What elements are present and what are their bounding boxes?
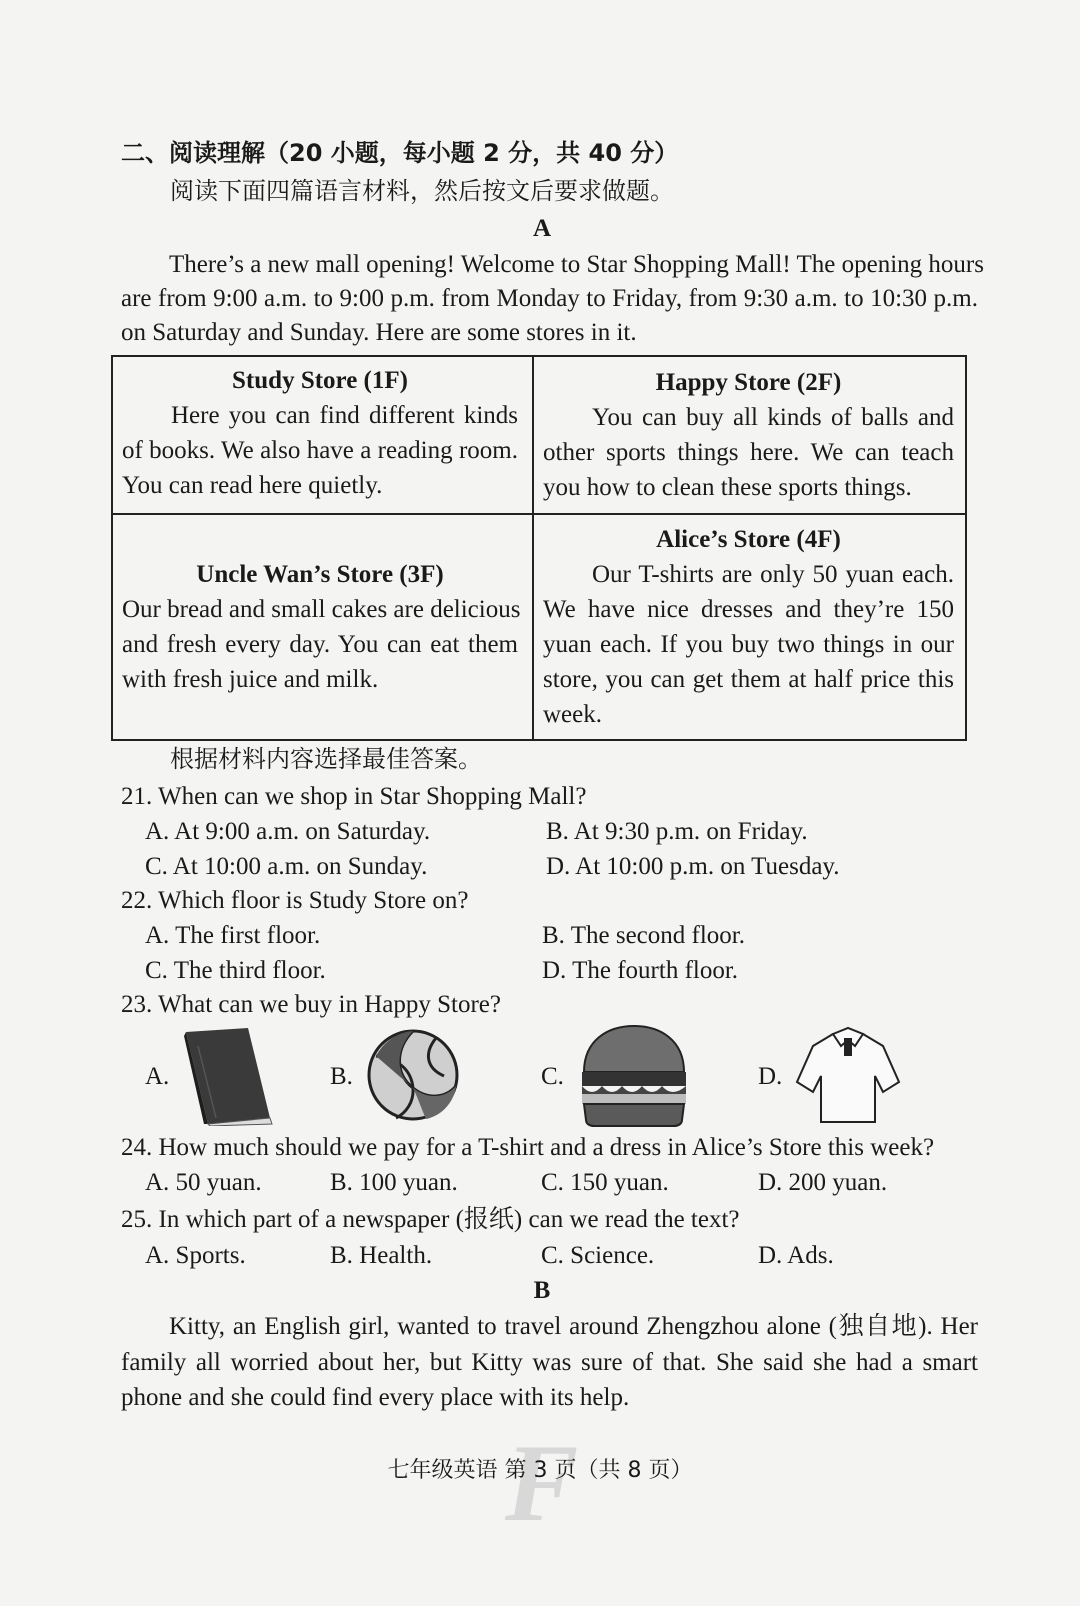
q24-option-b[interactable]: B. 100 yuan.	[330, 1169, 458, 1196]
q23-option-c[interactable]: C.	[541, 1063, 564, 1090]
q23-option-b[interactable]: B.	[330, 1063, 353, 1090]
q22-option-c[interactable]: C. The third floor.	[145, 957, 326, 984]
q24-option-a[interactable]: A. 50 yuan.	[145, 1169, 262, 1196]
book-cover	[186, 1028, 270, 1124]
store-line: yuan each. If you buy two things in our	[543, 631, 954, 658]
q25-option-a[interactable]: A. Sports.	[145, 1242, 246, 1269]
q23-option-a[interactable]: A.	[145, 1063, 170, 1090]
store-cell-happy	[543, 365, 954, 505]
store-line: other sports things here. We can teach	[543, 439, 954, 466]
volleyball-icon	[366, 1028, 460, 1122]
q24-option-c[interactable]: C. 150 yuan.	[541, 1169, 669, 1196]
question-stem-23: 23. What can we buy in Happy Store?	[121, 991, 501, 1018]
store-line: and fresh every day. You can eat them	[122, 631, 518, 658]
q21-option-c[interactable]: C. At 10:00 a.m. on Sunday.	[145, 853, 428, 880]
q25-option-c[interactable]: C. Science.	[541, 1242, 655, 1269]
burger-cheese	[582, 1094, 686, 1104]
shirt-placket	[844, 1038, 852, 1056]
passage-a-label: A	[532, 215, 552, 242]
book-icon	[178, 1026, 278, 1126]
store-cell-study	[122, 363, 518, 503]
page-footer: 七年级英语 第 3 页（共 8 页）	[387, 1458, 693, 1483]
store-title: Happy Store (2F)	[655, 369, 842, 396]
burger-top-bun	[584, 1026, 684, 1072]
store-line: of books. We also have a reading room.	[122, 437, 518, 464]
store-cell-uncle-wan	[122, 557, 521, 697]
question-stem-21: 21. When can we shop in Star Shopping Mall?	[121, 783, 587, 810]
store-line: you how to clean these sports things.	[543, 474, 912, 501]
question-stem-25: 25. In which part of a newspaper (报纸) can we read the text?	[121, 1206, 740, 1233]
passage-b-label: B	[533, 1277, 551, 1304]
store-cell-alice	[543, 522, 954, 732]
passage-b-line-3: phone and she could find every place with its help.	[121, 1384, 630, 1411]
table-divider-horizontal	[113, 513, 965, 515]
question-stem-24: 24. How much should we pay for a T-shirt and a dress in Alice’s Store this week?	[121, 1134, 935, 1161]
q25-option-d[interactable]: D. Ads.	[758, 1242, 834, 1269]
store-line: You can read here quietly.	[122, 472, 383, 499]
burger-bottom-bun	[584, 1104, 684, 1126]
passage-a-intro-line-3: on Saturday and Sunday. Here are some stores in it.	[121, 319, 637, 346]
q24-option-d[interactable]: D. 200 yuan.	[758, 1169, 888, 1196]
store-line: with fresh juice and milk.	[122, 666, 379, 693]
table-divider-vertical	[532, 357, 534, 739]
q23-option-d[interactable]: D.	[758, 1063, 783, 1090]
store-table	[111, 355, 967, 741]
passage-a-intro-line-2: are from 9:00 a.m. to 9:00 p.m. from Monday to Friday, from 9:30 a.m. to 10:30 p.m.	[121, 285, 978, 312]
store-title: Uncle Wan’s Store (3F)	[196, 561, 444, 588]
store-title: Study Store (1F)	[232, 367, 408, 394]
section-instruction: 阅读下面四篇语言材料，然后按文后要求做题。	[170, 177, 674, 205]
burger-lettuce	[582, 1086, 686, 1094]
watermark-letter: F	[505, 1422, 579, 1544]
store-line: week.	[543, 701, 602, 728]
store-line: store, you can get them at half price this	[543, 666, 954, 693]
passage-b-line-1: Kitty, an English girl, wanted to travel around Zhengzhou alone (独自地). Her	[169, 1313, 978, 1340]
passage-a-intro-line-1: There’s a new mall opening! Welcome to Star Shopping Mall! The opening hours	[169, 251, 984, 278]
question-stem-22: 22. Which floor is Study Store on?	[121, 887, 469, 914]
q22-option-b[interactable]: B. The second floor.	[542, 922, 745, 949]
q22-option-a[interactable]: A. The first floor.	[145, 922, 321, 949]
q21-option-d[interactable]: D. At 10:00 p.m. on Tuesday.	[546, 853, 840, 880]
q21-option-b[interactable]: B. At 9:30 p.m. on Friday.	[546, 818, 808, 845]
store-line: Our bread and small cakes are delicious	[122, 596, 521, 623]
store-line: You can buy all kinds of balls and	[592, 404, 954, 431]
shirt-icon	[795, 1024, 901, 1126]
q22-option-d[interactable]: D. The fourth floor.	[542, 957, 739, 984]
burger-patty	[582, 1072, 686, 1086]
q25-option-b[interactable]: B. Health.	[330, 1242, 433, 1269]
q21-option-a[interactable]: A. At 9:00 a.m. on Saturday.	[145, 818, 431, 845]
passage-b-line-2: family all worried about her, but Kitty was sure of that. She said she had a smart	[121, 1349, 978, 1376]
hamburger-icon	[578, 1024, 690, 1128]
passage-a-task: 根据材料内容选择最佳答案。	[170, 745, 482, 773]
section-heading: 二、阅读理解（20 小题，每小题 2 分，共 40 分）	[121, 139, 679, 167]
store-line: Here you can find different kinds	[171, 402, 518, 429]
store-line: We have nice dresses and they’re 150	[543, 596, 954, 623]
store-title: Alice’s Store (4F)	[656, 526, 841, 553]
store-line: Our T-shirts are only 50 yuan each.	[592, 561, 954, 588]
